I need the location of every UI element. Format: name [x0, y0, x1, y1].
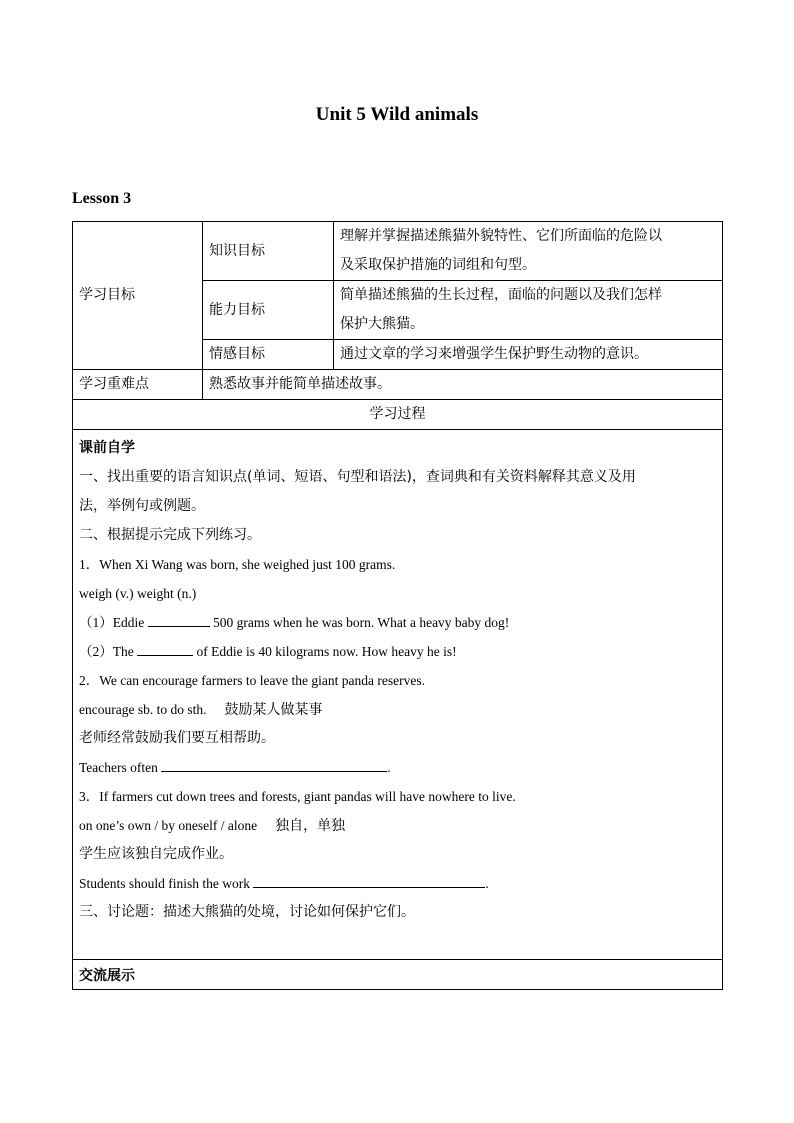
exercise-text: of Eddie is 40 kilograms now. How heavy he is!	[193, 644, 457, 659]
question-three: 3．If farmers cut down trees and forests, giant pandas will have nowhere to live.	[79, 789, 516, 804]
exercise-text: （2）The	[79, 644, 138, 659]
question-two-chinese: 老师经常鼓励我们要互相帮助。	[79, 730, 275, 746]
question-one: 1．When Xi Wang was born, she weighed just 100 grams.	[79, 557, 396, 572]
answer-blank[interactable]	[137, 643, 193, 656]
page-title: Unit 5 Wild animals	[315, 104, 479, 125]
phrase-text: encourage sb. to do sth.	[79, 702, 207, 717]
phrase-meaning: 鼓励某人做某事	[224, 702, 323, 718]
objective-type: 情感目标	[209, 346, 265, 362]
key-points-label-cell	[73, 370, 203, 400]
exchange-section-cell	[73, 960, 723, 990]
lesson-plan-table	[72, 221, 723, 990]
answer-blank[interactable]	[148, 614, 210, 627]
task-one-line: 一、找出重要的语言知识点(单词、短语、句型和语法)，查词典和有关资料解释其意义及用	[79, 469, 636, 485]
exercise-text: Teachers often	[79, 760, 162, 775]
preview-section-cell	[73, 430, 723, 960]
question-two: 2．We can encourage farmers to leave the giant panda reserves.	[79, 673, 425, 688]
question-three-translation	[79, 869, 716, 898]
answer-blank[interactable]	[253, 875, 485, 888]
exercise-text: （1）Eddie	[79, 615, 148, 630]
question-one-words: weigh (v.) weight (n.)	[79, 586, 197, 601]
objective-type-cell	[203, 340, 334, 370]
process-header: 学习过程	[369, 406, 426, 422]
objective-type-cell	[203, 281, 334, 340]
preview-heading: 课前自学	[79, 440, 135, 456]
objective-desc-cell	[334, 222, 723, 281]
task-one-line: 法，举例句或例题。	[79, 498, 205, 514]
objective-desc-line: 通过文章的学习来增强学生保护野生动物的意识。	[340, 346, 648, 362]
objective-desc-line: 及采取保护措施的词组和句型。	[340, 257, 536, 273]
objectives-label-cell	[73, 222, 203, 370]
exercise-text: .	[485, 876, 489, 891]
question-one-exercise-b	[79, 637, 716, 666]
question-one-exercise-a	[79, 608, 716, 637]
question-two-translation	[79, 753, 716, 782]
key-points-value-cell	[203, 370, 723, 400]
objective-type-cell	[203, 222, 334, 281]
phrase-meaning: 独自，单独	[275, 818, 346, 834]
answer-blank[interactable]	[161, 759, 387, 772]
exercise-text: Students should finish the work	[79, 876, 254, 891]
objective-type: 知识目标	[209, 242, 265, 259]
objective-desc-line: 简单描述熊猫的生长过程，面临的问题以及我们怎样	[340, 287, 662, 303]
process-header-cell	[73, 400, 723, 430]
task-two-line: 二、根据提示完成下列练习。	[79, 527, 261, 543]
objective-desc-line: 理解并掌握描述熊猫外貌特性、它们所面临的危险以	[340, 228, 662, 244]
objectives-label: 学习目标	[79, 287, 135, 303]
question-three-phrase	[79, 811, 716, 840]
key-points-value: 熟悉故事并能简单描述故事。	[209, 376, 391, 392]
key-points-label: 学习重难点	[79, 376, 149, 392]
exercise-text: 500 grams when he was born. What a heavy baby dog!	[209, 615, 510, 630]
exchange-heading: 交流展示	[79, 968, 135, 984]
phrase-text: on one’s own / by oneself / alone	[79, 818, 258, 833]
objective-desc-line: 保护大熊猫。	[340, 316, 424, 332]
objective-desc-cell	[334, 340, 723, 370]
objective-type: 能力目标	[209, 301, 265, 318]
exercise-text: .	[387, 760, 391, 775]
lesson-heading: Lesson 3	[72, 190, 132, 207]
question-three-chinese: 学生应该独自完成作业。	[79, 846, 233, 862]
objective-desc-cell	[334, 281, 723, 340]
task-three-line: 三、讨论题：描述大熊猫的处境，讨论如何保护它们。	[79, 904, 415, 920]
question-two-phrase	[79, 695, 716, 724]
